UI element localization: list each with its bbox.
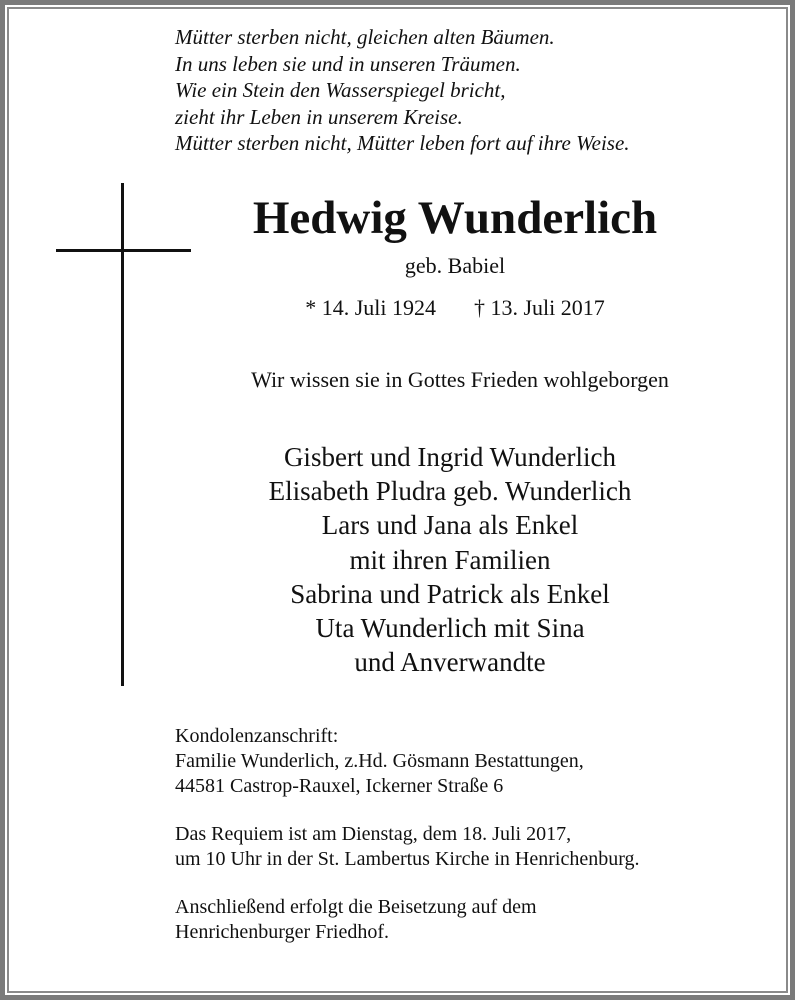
poem-line: Wie ein Stein den Wasserspiegel bricht, [175, 78, 506, 102]
poem-line: Mütter sterben nicht, Mütter leben fort auf ihre Weise. [175, 131, 630, 155]
mourner-line: Lars und Jana als Enkel [321, 510, 579, 541]
mourner-line: Gisbert und Ingrid Wunderlich [283, 442, 617, 472]
maiden-name: geb. Babiel [404, 253, 506, 278]
deceased-name: Hedwig Wunderlich [252, 192, 658, 244]
birth-date: * 14. Juli 1924 [305, 295, 436, 320]
service-info [175, 724, 640, 968]
burial-line: Henrichenburger Friedhof. [175, 921, 390, 943]
poem-line: zieht ihr Leben in unserem Kreise. [175, 104, 463, 129]
address-line: 44581 Castrop-Rauxel, Ickerner Straße 6 [175, 775, 504, 797]
mourner-line: Sabrina und Patrick als Enkel [290, 578, 610, 609]
poem-line: In uns leben sie und in unseren Träumen. [175, 51, 521, 76]
poem-line: Mütter sterben nicht, gleichen alten Bäumen. [175, 25, 555, 49]
cross-horizontal-bar [56, 249, 191, 252]
mourner-line: mit ihren Familien [349, 544, 551, 575]
requiem-line: Das Requiem ist am Dienstag, dem 18. Juli 2017, [175, 823, 572, 845]
poem [175, 24, 630, 157]
requiem-line: um 10 Uhr in der St. Lambertus Kirche in Henrichenburg. [175, 848, 640, 870]
mourner-line: Elisabeth Pludra geb. Wunderlich [268, 476, 632, 507]
condolence-label: Kondolenzanschrift: [175, 725, 339, 747]
burial-info [175, 895, 640, 945]
condolence-address [175, 724, 640, 799]
address-line: Familie Wunderlich, z.Hd. Gösmann Bestattungen, [175, 750, 584, 772]
mourner-line: Uta Wunderlich mit Sina [315, 613, 585, 644]
life-dates [195, 293, 715, 323]
death-date: † 13. Juli 2017 [474, 295, 605, 320]
mourners-list [160, 440, 740, 679]
motto: Wir wissen sie in Gottes Frieden wohlgeborgen [251, 367, 669, 392]
requiem-info [175, 822, 640, 872]
burial-line: Anschließend erfolgt die Beisetzung auf dem [175, 896, 537, 918]
mourner-line: und Anverwandte [354, 647, 546, 678]
cross-vertical-bar [121, 183, 124, 686]
